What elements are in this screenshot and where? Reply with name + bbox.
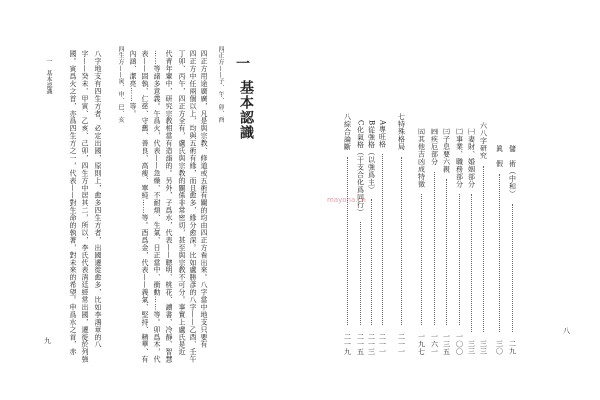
- toc-entry: [467, 128, 476, 355]
- toc-entry: [455, 128, 464, 355]
- toc-label: ㈡事業、職務部分: [455, 128, 464, 188]
- right-page: [300, 0, 600, 400]
- section-heading: 四正方——子、午、卯、酉: [217, 46, 224, 124]
- toc-entry: [479, 122, 488, 355]
- toc-entry: [367, 120, 376, 355]
- toc-entry: [430, 128, 439, 355]
- dot-leader: [347, 157, 348, 325]
- dot-leader: [471, 194, 472, 332]
- running-head: 一 基本認識: [45, 58, 52, 94]
- toc-label: 儲 術（中和）: [508, 145, 517, 198]
- page-number: 八: [563, 327, 570, 335]
- toc-label: 七特殊格局: [397, 113, 406, 151]
- toc-page: 一六一: [430, 332, 439, 355]
- toc-page: 二一五: [356, 332, 365, 355]
- toc-entry: [397, 113, 406, 355]
- toc-page: 二一一: [378, 332, 387, 355]
- body-text-line: 八字地支有四生方者，必定出國，原則上，愈多四生方者，出國遷徙愈多，比如李鴻章的八: [94, 50, 102, 348]
- dot-leader: [434, 172, 435, 325]
- page-number: 九: [44, 337, 51, 345]
- toc-entry: [495, 145, 504, 355]
- toc-label: ㈠妻財、婚姻部分: [467, 128, 476, 188]
- toc-page: 二九: [508, 340, 517, 355]
- toc-entry: [442, 128, 451, 355]
- dot-leader: [512, 204, 513, 333]
- toc-label: A專旺格: [378, 120, 387, 149]
- watermark: mayona.cn: [327, 196, 366, 204]
- toc-label: C化氣格（干支合化爲同行）: [356, 120, 365, 216]
- toc-page: 一〇〇: [455, 332, 464, 355]
- body-text-line: ……等諸多意義。午爲火，代表——急燥、不耐煩、生氣、日正當中、衝動……等。卯爲木，代: [153, 50, 161, 363]
- dot-leader: [459, 194, 460, 325]
- body-text-line: 國。寅爲火之首，亦爲四生方之一，代表——對生命的執著，對未來的希望。申爲水之首，赤: [69, 50, 77, 356]
- toc-entry: [508, 145, 517, 355]
- toc-entry: [356, 120, 365, 355]
- toc-label: ㈢子息要六親: [442, 128, 451, 173]
- toc-label: ㈣疾厄部分: [430, 128, 439, 166]
- toc-label: 眞 假: [495, 145, 504, 168]
- dot-leader: [421, 194, 422, 325]
- body-text-line: 丁卯、丙午，四正方全有，盧氏與宗教的關係非常密切，甚至與宗教不可分。事實上盧氏是近: [178, 50, 186, 356]
- toc-label: B從強格（以強爲主）: [367, 120, 376, 194]
- toc-page: 一九七: [417, 332, 426, 355]
- toc-page: 二一三: [367, 332, 376, 355]
- dot-leader: [382, 154, 383, 324]
- body-text-line: 四正方中任兩個以上，均與五術有緣，而且愈多，緣分愈深。比如盧勝彥的八字——乙酉、壬午: [189, 50, 197, 363]
- toc-page: 二一一: [397, 332, 406, 355]
- toc-entry: [378, 120, 387, 355]
- dot-leader: [446, 179, 447, 325]
- toc-entry: [343, 113, 352, 355]
- chapter-number: 一: [234, 56, 250, 71]
- dot-leader: [499, 174, 500, 333]
- toc-page: 二一九: [343, 332, 352, 355]
- toc-label: 六八字研究: [479, 122, 488, 160]
- dot-leader: [401, 157, 402, 325]
- section-heading: 四生方——寅、申、巳、亥: [117, 46, 124, 124]
- body-text-line: 內涵、潔亮……等。: [129, 50, 137, 118]
- toc-entry: [417, 128, 426, 355]
- dot-leader: [360, 222, 361, 325]
- body-text-line: 表——固執、仁慈、守舊、善良、高瘦、單純……等。酉爲金，代表——義氣、堅持、精華、有: [141, 50, 149, 363]
- toc-page: 三〇: [495, 340, 504, 355]
- toc-page: 一三五: [442, 332, 451, 355]
- toc-label: 八綜合論斷: [343, 113, 352, 151]
- toc-label: ㈤其他吉凶成特徵: [417, 128, 426, 188]
- chapter-title: 基本認識: [238, 80, 254, 140]
- toc-page: 三三: [479, 340, 488, 355]
- body-text-line: 字——癸未、甲寅、乙亥、己卯，四生方中居其二，所以，李氏代表清廷經常出國，遷徙於列強: [81, 50, 89, 363]
- dot-leader: [371, 199, 372, 324]
- body-text-line: 代青年輩中，研究宗教相當有造詣的。另外，子爲水，代表——聰明、桃花、讀書、冷靜、智慧: [165, 50, 173, 363]
- body-text-line: 四正方用途廣廣，凡是與宗教、修道或五術有關的均由四正方看出來。八字當中地支只要有: [200, 50, 208, 348]
- dot-leader: [483, 166, 484, 333]
- toc-page: 三三: [467, 340, 476, 355]
